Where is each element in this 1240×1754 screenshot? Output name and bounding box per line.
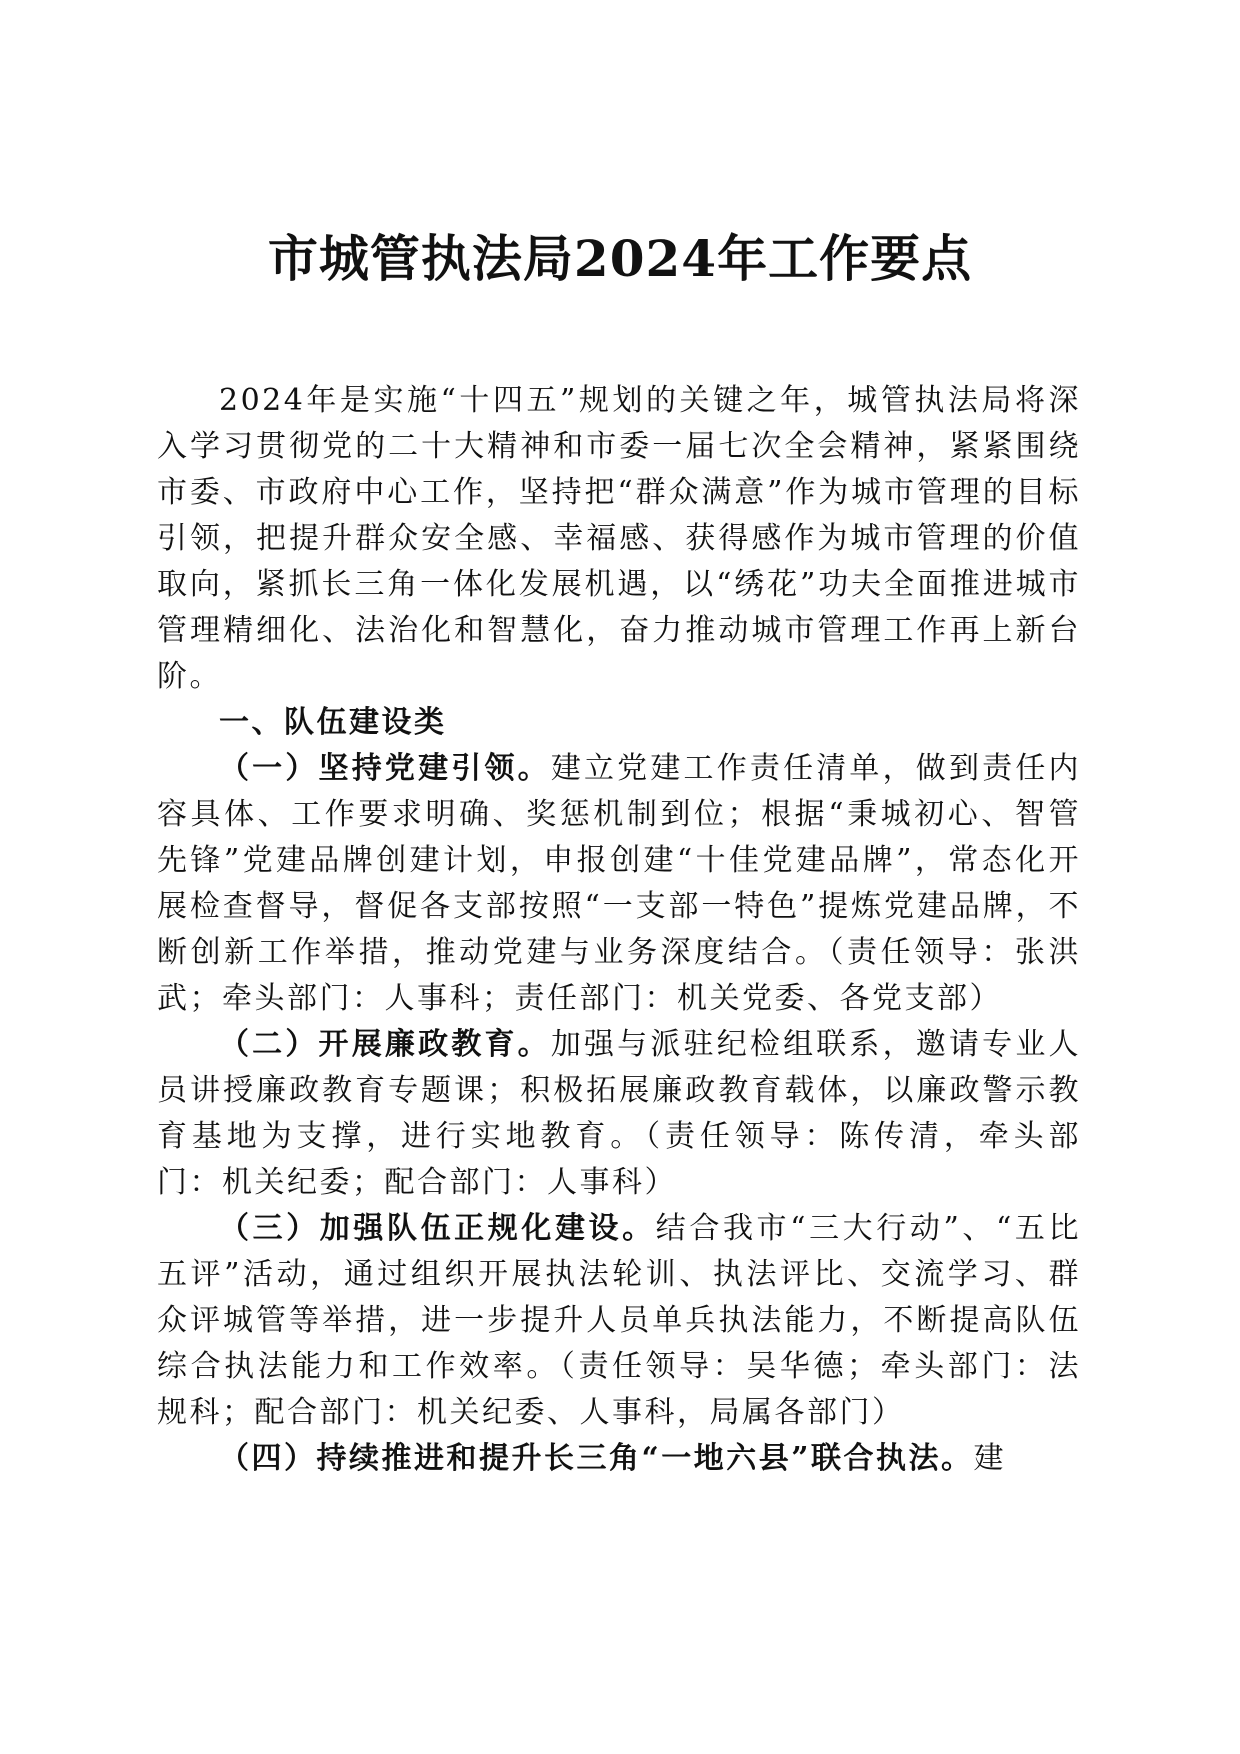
document-title: 市城管执法局2024年工作要点	[267, 229, 973, 288]
item-text-1: 建立党建工作责任清单，做到责任内容具体、工作要求明确、奖惩机制到位；根据“秉城初心、智管先锋”党建品牌创建计划，申报创建“十佳党建品牌”，常态化开展检查督导，督促各支部按照“一支部一特色”提炼党建品牌，不断创新工作举措，推动党建与业务深度结合。（责任领导：张洪武；牵头部门：人事科；责任部门：机关党委、各党支部）	[157, 751, 1082, 1016]
item-text-3: 结合我市“三大行动”、“五比五评”活动，通过组织开展执法轮训、执法评比、交流学习、群众评城管等举措，进一步提升人员单兵执法能力，不断提高队伍综合执法能力和工作效率。（责任领导：吴华德；牵头部门：法规科；配合部门：机关纪委、人事科，局属各部门）	[157, 1211, 1082, 1430]
item-paragraph-2	[157, 1022, 1081, 1206]
item-heading-2: （二）开展廉政教育。	[219, 1027, 551, 1062]
section-heading-team-building: 一、队伍建设类	[219, 705, 447, 740]
item-paragraph-3	[157, 1206, 1081, 1436]
item-heading-3: （三）加强队伍正规化建设。	[219, 1211, 656, 1246]
item-heading-4: （四）持续推进和提升长三角“一地六县”联合执法。	[219, 1441, 974, 1476]
item-text-2: 加强与派驻纪检组联系，邀请专业人员讲授廉政教育专题课；积极拓展廉政教育载体，以廉政警示教育基地为支撑，进行实地教育。（责任领导：陈传清，牵头部门：机关纪委；配合部门：人事科）	[157, 1027, 1082, 1200]
item-text-4: 建	[973, 1441, 1007, 1476]
item-heading-1: （一）坚持党建引领。	[219, 751, 551, 786]
intro-paragraph: 2024年是实施“十四五”规划的关键之年，城管执法局将深入学习贯彻党的二十大精神和市委一届七次全会精神，紧紧围绕市委、市政府中心工作，坚持把“群众满意”作为城市管理的目标引领，把提升群众安全感、幸福感、获得感作为城市管理的价值取向，紧抓长三角一体化发展机遇，以“绣花”功夫全面推进城市管理精细化、法治化和智慧化，奋力推动城市管理工作再上新台阶。	[157, 383, 1081, 694]
item-paragraph-4	[157, 1436, 1081, 1482]
document-body	[157, 378, 1081, 1482]
item-paragraph-1	[157, 746, 1081, 1022]
